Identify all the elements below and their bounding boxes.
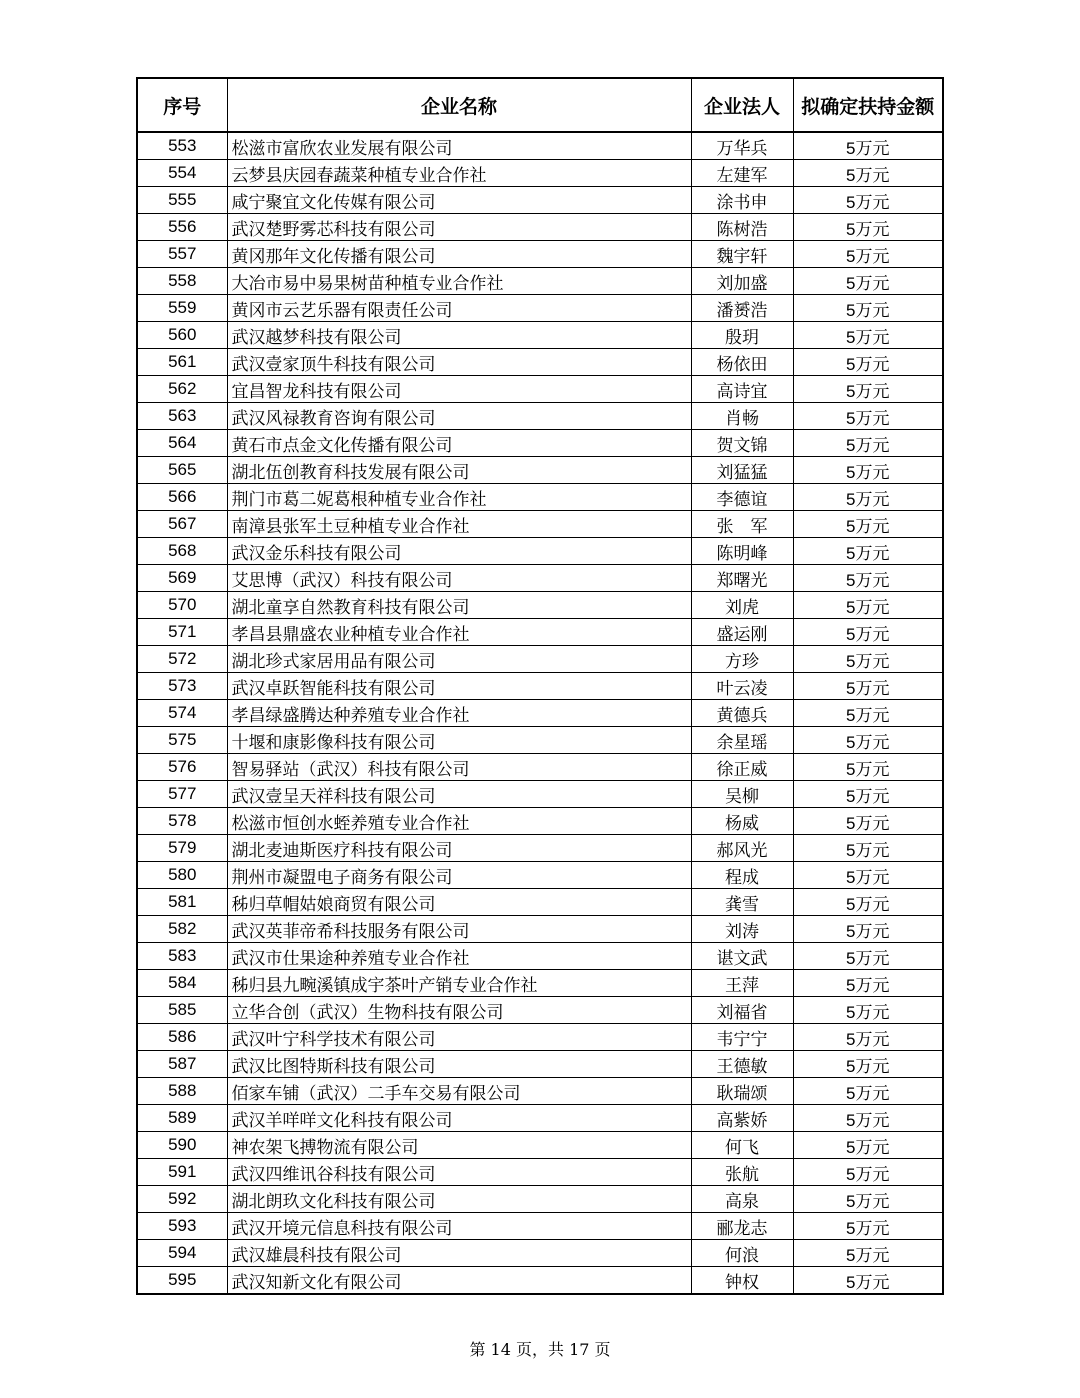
company-name-cell: 荆州市凝盟电子商务有限公司 <box>227 862 691 889</box>
support-amount-cell: 5万元 <box>793 1078 943 1105</box>
legal-representative-cell: 刘加盛 <box>691 268 793 295</box>
legal-representative-cell: 龚雪 <box>691 889 793 916</box>
legal-representative-cell: 李德谊 <box>691 484 793 511</box>
table-row <box>137 754 943 781</box>
serial-number-cell: 568 <box>137 538 227 565</box>
support-amount-cell: 5万元 <box>793 781 943 808</box>
table-row <box>137 322 943 349</box>
serial-number-cell: 572 <box>137 646 227 673</box>
table-header-row <box>137 78 943 132</box>
company-name-cell: 孝昌绿盛腾达种养殖专业合作社 <box>227 700 691 727</box>
serial-number-cell: 592 <box>137 1186 227 1213</box>
table-row <box>137 619 943 646</box>
legal-representative-cell: 肖畅 <box>691 403 793 430</box>
support-amount-cell: 5万元 <box>793 349 943 376</box>
page-number-footer: 第 14 页，共 17 页 <box>469 1340 611 1359</box>
table-row <box>137 268 943 295</box>
serial-number-cell: 571 <box>137 619 227 646</box>
company-name-cell: 孝昌县鼎盛农业种植专业合作社 <box>227 619 691 646</box>
serial-number-cell: 589 <box>137 1105 227 1132</box>
company-name-cell: 武汉卓跃智能科技有限公司 <box>227 673 691 700</box>
support-amount-cell: 5万元 <box>793 1105 943 1132</box>
company-name-cell: 武汉金乐科技有限公司 <box>227 538 691 565</box>
company-name-cell: 神农架飞搏物流有限公司 <box>227 1132 691 1159</box>
table-row <box>137 241 943 268</box>
table-row <box>137 1267 943 1295</box>
company-name-cell: 武汉比图特斯科技有限公司 <box>227 1051 691 1078</box>
legal-representative-cell: 刘虎 <box>691 592 793 619</box>
company-name-cell: 武汉风禄教育咨询有限公司 <box>227 403 691 430</box>
legal-representative-cell: 高泉 <box>691 1186 793 1213</box>
company-name-cell: 立华合创（武汉）生物科技有限公司 <box>227 997 691 1024</box>
table-row <box>137 403 943 430</box>
table-row <box>137 673 943 700</box>
company-name-cell: 武汉壹家顶牛科技有限公司 <box>227 349 691 376</box>
table-body <box>137 132 943 1294</box>
table-row <box>137 862 943 889</box>
company-name-cell: 武汉英菲帝希科技服务有限公司 <box>227 916 691 943</box>
support-amount-cell: 5万元 <box>793 1159 943 1186</box>
table-row <box>137 295 943 322</box>
serial-number-cell: 581 <box>137 889 227 916</box>
serial-number-cell: 556 <box>137 214 227 241</box>
support-amount-cell: 5万元 <box>793 160 943 187</box>
serial-number-cell: 560 <box>137 322 227 349</box>
support-amount-cell: 5万元 <box>793 808 943 835</box>
company-name-cell: 武汉叶宁科学技术有限公司 <box>227 1024 691 1051</box>
table-row <box>137 997 943 1024</box>
serial-number-cell: 565 <box>137 457 227 484</box>
table-row <box>137 889 943 916</box>
serial-number-cell: 577 <box>137 781 227 808</box>
legal-representative-cell: 贺文锦 <box>691 430 793 457</box>
serial-number-cell: 591 <box>137 1159 227 1186</box>
legal-representative-cell: 殷玥 <box>691 322 793 349</box>
support-amount-cell: 5万元 <box>793 132 943 160</box>
company-name-cell: 秭归县九畹溪镇成宇茶叶产销专业合作社 <box>227 970 691 997</box>
support-amount-cell: 5万元 <box>793 322 943 349</box>
support-amount-cell: 5万元 <box>793 241 943 268</box>
serial-number-cell: 564 <box>137 430 227 457</box>
table-row <box>137 538 943 565</box>
support-amount-cell: 5万元 <box>793 1267 943 1295</box>
legal-representative-cell: 耿瑞颂 <box>691 1078 793 1105</box>
support-amount-cell: 5万元 <box>793 862 943 889</box>
company-name-cell: 松滋市恒创水蛭养殖专业合作社 <box>227 808 691 835</box>
serial-number-cell: 570 <box>137 592 227 619</box>
support-amount-cell: 5万元 <box>793 700 943 727</box>
legal-representative-cell: 方珍 <box>691 646 793 673</box>
support-amount-cell: 5万元 <box>793 430 943 457</box>
company-name-cell: 黄冈那年文化传播有限公司 <box>227 241 691 268</box>
company-name-cell: 湖北伍创教育科技发展有限公司 <box>227 457 691 484</box>
support-amount-cell: 5万元 <box>793 268 943 295</box>
company-name-cell: 湖北童享自然教育科技有限公司 <box>227 592 691 619</box>
company-name-cell: 松滋市富欣农业发展有限公司 <box>227 132 691 160</box>
serial-number-cell: 576 <box>137 754 227 781</box>
support-amount-cell: 5万元 <box>793 511 943 538</box>
company-name-cell: 云梦县庆园春蔬菜种植专业合作社 <box>227 160 691 187</box>
serial-number-cell: 559 <box>137 295 227 322</box>
legal-representative-cell: 郑曙光 <box>691 565 793 592</box>
legal-representative-cell: 万华兵 <box>691 132 793 160</box>
support-amount-cell: 5万元 <box>793 592 943 619</box>
table-row <box>137 214 943 241</box>
legal-representative-cell: 高紫娇 <box>691 1105 793 1132</box>
legal-representative-cell: 王德敏 <box>691 1051 793 1078</box>
serial-number-cell: 595 <box>137 1267 227 1295</box>
header-legal-representative: 企业法人 <box>691 78 793 132</box>
serial-number-cell: 584 <box>137 970 227 997</box>
table-row <box>137 916 943 943</box>
company-name-cell: 佰家车铺（武汉）二手车交易有限公司 <box>227 1078 691 1105</box>
legal-representative-cell: 郝风光 <box>691 835 793 862</box>
serial-number-cell: 580 <box>137 862 227 889</box>
header-support-amount: 拟确定扶持金额 <box>793 78 943 132</box>
company-name-cell: 荆门市葛二妮葛根种植专业合作社 <box>227 484 691 511</box>
table-row <box>137 376 943 403</box>
legal-representative-cell: 高诗宜 <box>691 376 793 403</box>
table-row <box>137 700 943 727</box>
serial-number-cell: 588 <box>137 1078 227 1105</box>
support-amount-cell: 5万元 <box>793 673 943 700</box>
legal-representative-cell: 张 军 <box>691 511 793 538</box>
company-support-table <box>136 77 944 1295</box>
legal-representative-cell: 刘猛猛 <box>691 457 793 484</box>
table-row <box>137 1213 943 1240</box>
serial-number-cell: 561 <box>137 349 227 376</box>
table-row <box>137 781 943 808</box>
company-name-cell: 武汉四维讯谷科技有限公司 <box>227 1159 691 1186</box>
support-amount-cell: 5万元 <box>793 1132 943 1159</box>
support-amount-cell: 5万元 <box>793 1051 943 1078</box>
support-amount-cell: 5万元 <box>793 727 943 754</box>
legal-representative-cell: 王萍 <box>691 970 793 997</box>
company-name-cell: 武汉市仕果途种养殖专业合作社 <box>227 943 691 970</box>
serial-number-cell: 575 <box>137 727 227 754</box>
serial-number-cell: 573 <box>137 673 227 700</box>
serial-number-cell: 593 <box>137 1213 227 1240</box>
support-amount-cell: 5万元 <box>793 376 943 403</box>
legal-representative-cell: 左建军 <box>691 160 793 187</box>
table-row <box>137 727 943 754</box>
company-name-cell: 湖北珍式家居用品有限公司 <box>227 646 691 673</box>
support-amount-cell: 5万元 <box>793 1186 943 1213</box>
table-row <box>137 835 943 862</box>
legal-representative-cell: 钟权 <box>691 1267 793 1295</box>
table-row <box>137 349 943 376</box>
legal-representative-cell: 涂书申 <box>691 187 793 214</box>
legal-representative-cell: 魏宇轩 <box>691 241 793 268</box>
legal-representative-cell: 叶云凌 <box>691 673 793 700</box>
company-name-cell: 武汉越梦科技有限公司 <box>227 322 691 349</box>
table-row <box>137 160 943 187</box>
company-name-cell: 湖北麦迪斯医疗科技有限公司 <box>227 835 691 862</box>
support-amount-cell: 5万元 <box>793 403 943 430</box>
table-row <box>137 430 943 457</box>
company-name-cell: 大冶市易中易果树苗种植专业合作社 <box>227 268 691 295</box>
legal-representative-cell: 谌文武 <box>691 943 793 970</box>
support-amount-cell: 5万元 <box>793 754 943 781</box>
table-row <box>137 808 943 835</box>
legal-representative-cell: 何浪 <box>691 1240 793 1267</box>
table-row <box>137 592 943 619</box>
legal-representative-cell: 程成 <box>691 862 793 889</box>
company-name-cell: 十堰和康影像科技有限公司 <box>227 727 691 754</box>
serial-number-cell: 583 <box>137 943 227 970</box>
serial-number-cell: 555 <box>137 187 227 214</box>
serial-number-cell: 578 <box>137 808 227 835</box>
support-amount-cell: 5万元 <box>793 187 943 214</box>
company-name-cell: 湖北朗玖文化科技有限公司 <box>227 1186 691 1213</box>
support-amount-cell: 5万元 <box>793 1024 943 1051</box>
legal-representative-cell: 刘涛 <box>691 916 793 943</box>
legal-representative-cell: 陈树浩 <box>691 214 793 241</box>
header-serial-number: 序号 <box>137 78 227 132</box>
support-amount-cell: 5万元 <box>793 484 943 511</box>
serial-number-cell: 569 <box>137 565 227 592</box>
company-name-cell: 智易驿站（武汉）科技有限公司 <box>227 754 691 781</box>
legal-representative-cell: 杨依田 <box>691 349 793 376</box>
company-name-cell: 黄石市点金文化传播有限公司 <box>227 430 691 457</box>
company-name-cell: 武汉楚野雾芯科技有限公司 <box>227 214 691 241</box>
table-row <box>137 970 943 997</box>
serial-number-cell: 579 <box>137 835 227 862</box>
support-amount-cell: 5万元 <box>793 970 943 997</box>
serial-number-cell: 557 <box>137 241 227 268</box>
serial-number-cell: 582 <box>137 916 227 943</box>
table-row <box>137 511 943 538</box>
serial-number-cell: 585 <box>137 997 227 1024</box>
serial-number-cell: 587 <box>137 1051 227 1078</box>
serial-number-cell: 553 <box>137 132 227 160</box>
table-row <box>137 1240 943 1267</box>
company-name-cell: 武汉开境元信息科技有限公司 <box>227 1213 691 1240</box>
support-amount-cell: 5万元 <box>793 214 943 241</box>
legal-representative-cell: 盛运刚 <box>691 619 793 646</box>
table-row <box>137 1078 943 1105</box>
header-company-name: 企业名称 <box>227 78 691 132</box>
company-name-cell: 武汉知新文化有限公司 <box>227 1267 691 1295</box>
legal-representative-cell: 徐正威 <box>691 754 793 781</box>
support-amount-cell: 5万元 <box>793 943 943 970</box>
legal-representative-cell: 郦龙志 <box>691 1213 793 1240</box>
legal-representative-cell: 吴柳 <box>691 781 793 808</box>
support-amount-cell: 5万元 <box>793 997 943 1024</box>
company-name-cell: 武汉壹呈天祥科技有限公司 <box>227 781 691 808</box>
support-amount-cell: 5万元 <box>793 835 943 862</box>
table-row <box>137 646 943 673</box>
company-name-cell: 艾思博（武汉）科技有限公司 <box>227 565 691 592</box>
legal-representative-cell: 张航 <box>691 1159 793 1186</box>
table-row <box>137 484 943 511</box>
table-row <box>137 1159 943 1186</box>
support-amount-cell: 5万元 <box>793 538 943 565</box>
legal-representative-cell: 韦宁宁 <box>691 1024 793 1051</box>
table-row <box>137 565 943 592</box>
serial-number-cell: 558 <box>137 268 227 295</box>
legal-representative-cell: 陈明峰 <box>691 538 793 565</box>
legal-representative-cell: 杨威 <box>691 808 793 835</box>
table-row <box>137 943 943 970</box>
support-amount-cell: 5万元 <box>793 1240 943 1267</box>
support-amount-cell: 5万元 <box>793 295 943 322</box>
serial-number-cell: 563 <box>137 403 227 430</box>
legal-representative-cell: 刘福省 <box>691 997 793 1024</box>
legal-representative-cell: 潘赟浩 <box>691 295 793 322</box>
serial-number-cell: 574 <box>137 700 227 727</box>
table-row <box>137 1024 943 1051</box>
support-amount-cell: 5万元 <box>793 565 943 592</box>
company-name-cell: 咸宁聚宜文化传媒有限公司 <box>227 187 691 214</box>
support-amount-cell: 5万元 <box>793 1213 943 1240</box>
serial-number-cell: 554 <box>137 160 227 187</box>
legal-representative-cell: 余星瑶 <box>691 727 793 754</box>
table-row <box>137 1051 943 1078</box>
table-row <box>137 1105 943 1132</box>
serial-number-cell: 566 <box>137 484 227 511</box>
company-name-cell: 黄冈市云艺乐器有限责任公司 <box>227 295 691 322</box>
support-amount-cell: 5万元 <box>793 619 943 646</box>
serial-number-cell: 586 <box>137 1024 227 1051</box>
table-row <box>137 457 943 484</box>
serial-number-cell: 590 <box>137 1132 227 1159</box>
table-row <box>137 132 943 160</box>
table-row <box>137 1186 943 1213</box>
support-amount-cell: 5万元 <box>793 916 943 943</box>
company-name-cell: 秭归草帽姑娘商贸有限公司 <box>227 889 691 916</box>
serial-number-cell: 594 <box>137 1240 227 1267</box>
legal-representative-cell: 黄德兵 <box>691 700 793 727</box>
serial-number-cell: 562 <box>137 376 227 403</box>
support-amount-cell: 5万元 <box>793 457 943 484</box>
company-name-cell: 武汉雄晨科技有限公司 <box>227 1240 691 1267</box>
table-row <box>137 187 943 214</box>
support-amount-cell: 5万元 <box>793 646 943 673</box>
company-name-cell: 宜昌智龙科技有限公司 <box>227 376 691 403</box>
legal-representative-cell: 何飞 <box>691 1132 793 1159</box>
table-row <box>137 1132 943 1159</box>
company-name-cell: 南漳县张军土豆种植专业合作社 <box>227 511 691 538</box>
support-amount-cell: 5万元 <box>793 889 943 916</box>
serial-number-cell: 567 <box>137 511 227 538</box>
company-name-cell: 武汉羊咩咩文化科技有限公司 <box>227 1105 691 1132</box>
